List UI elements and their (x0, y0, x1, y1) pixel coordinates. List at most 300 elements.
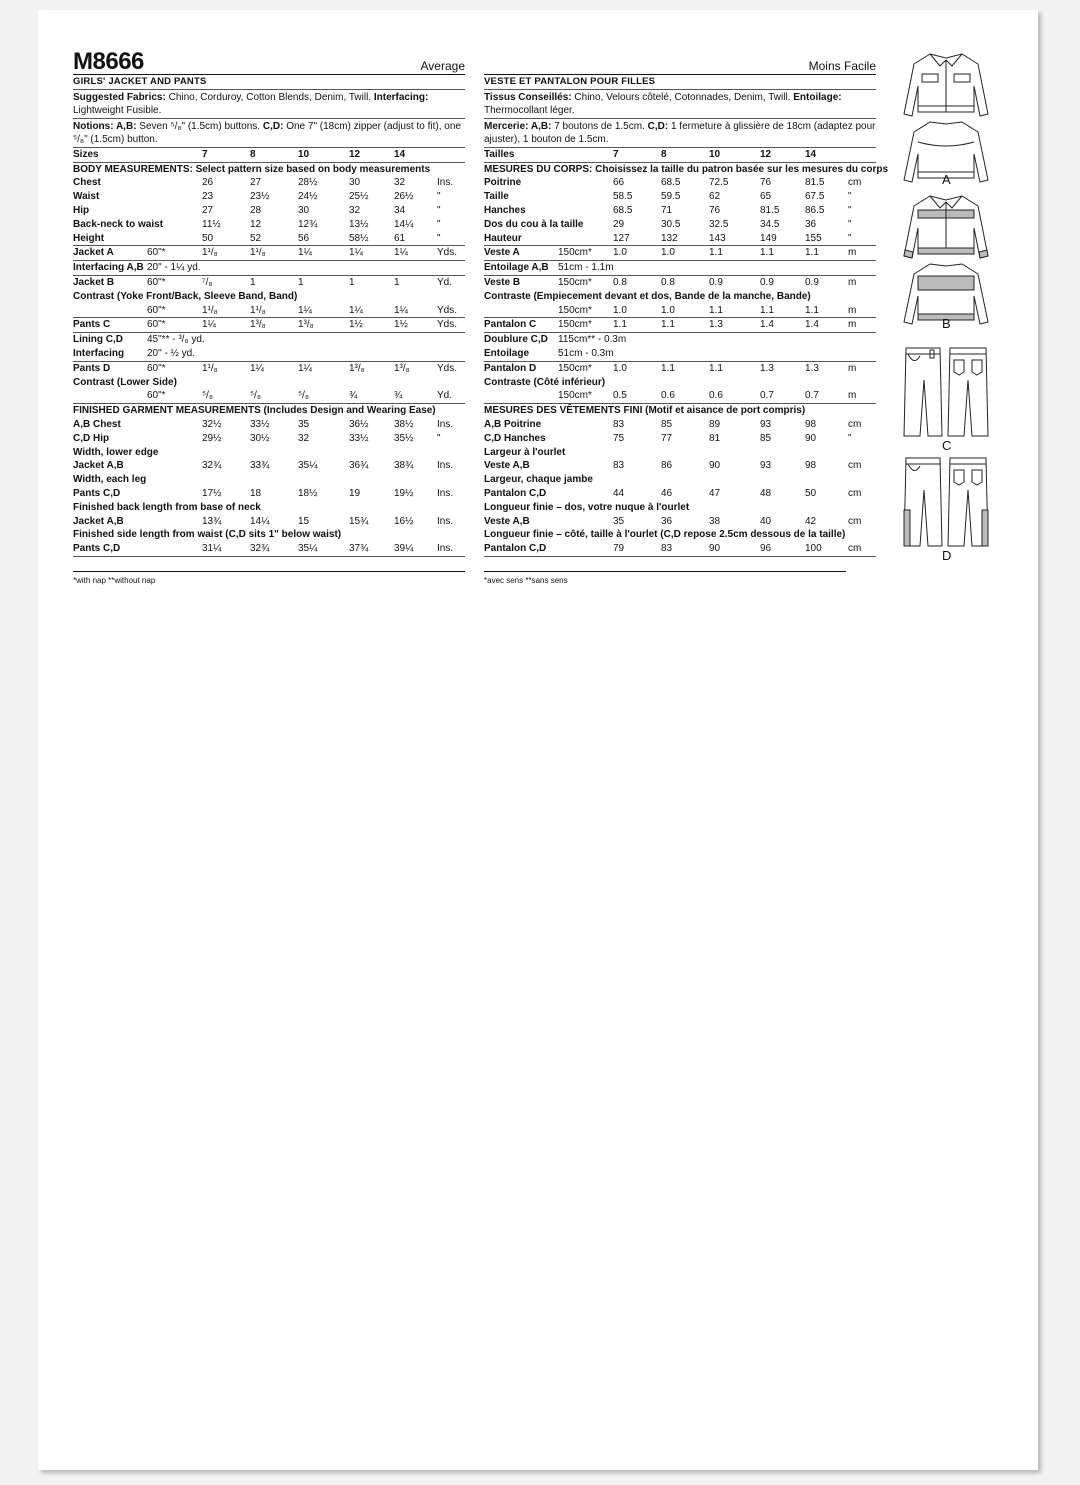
difficulty-level: Average (420, 59, 465, 73)
finished-measurement-value: 46 (661, 487, 673, 499)
body-measurement-value: 27 (250, 177, 262, 189)
yardage-fabric-width: 150cm* (558, 390, 592, 402)
finished-measurement-value: 32¾ (202, 460, 222, 472)
notions-text-cd: One 7" (18cm) zipper (adjust to fit), one ⁵/₈" (1.5cm) button. (73, 120, 461, 145)
body-measurement-value: 32 (349, 204, 361, 216)
yardage-fabric-width: 60"* (147, 319, 166, 331)
footnote-fr: *avec sens **sans sens (484, 571, 846, 587)
body-measurement-value: 11½ (202, 218, 221, 230)
yardage-row (484, 376, 876, 390)
finished-measurement-unit: Ins. (437, 460, 454, 472)
body-measurement-label: Hip (73, 204, 90, 216)
finished-measurement-value: 35½ (394, 432, 414, 444)
body-measurement-value: 68.5 (661, 177, 681, 189)
view-sketches (900, 50, 992, 570)
finished-measurement-value: 48 (760, 487, 772, 499)
french-column (484, 46, 889, 587)
finished-measurement-value: 19 (349, 487, 361, 499)
garment-line-drawings (900, 50, 992, 570)
yardage-value: 0.6 (709, 390, 723, 402)
finished-measurement-value: 85 (661, 418, 673, 430)
body-measurement-value: 62 (709, 191, 721, 203)
body-measurement-value: 23½ (250, 191, 270, 203)
body-measurement-value: 132 (661, 232, 678, 244)
finished-heading (73, 404, 465, 418)
yardage-label: Contraste (Côté inférieur) (484, 376, 606, 388)
finished-measurement-value: 14¼ (250, 515, 270, 527)
body-measurement-label: Waist (73, 191, 100, 203)
interfacing-label: Interfacing: (373, 91, 429, 103)
sizes-label: Sizes (73, 148, 99, 160)
yardage-value: 1 (250, 276, 256, 288)
finished-measurement-value: 93 (760, 418, 772, 430)
yardage-row (484, 389, 876, 404)
body-measurement-value: 30 (298, 204, 310, 216)
body-measurements-table-fr (484, 176, 876, 246)
body-measurement-value: 28 (250, 204, 262, 216)
yardage-value: 1.1 (613, 319, 627, 331)
finished-measurement-value: 38 (709, 515, 721, 527)
finished-measurement-value: 38½ (394, 418, 414, 430)
finished-measurement-value: 81 (709, 432, 721, 444)
body-measurement-value: 81.5 (805, 177, 825, 189)
finished-measurement-label: Finished back length from base of neck (73, 501, 261, 513)
yardage-value: 1³/₈ (394, 362, 410, 374)
yardage-value: 1.1 (805, 304, 819, 316)
finished-measurements-table-fr (484, 418, 876, 557)
body-measurement-value: 14¼ (394, 218, 414, 230)
body-measurement-label: Chest (73, 177, 101, 189)
title-row (73, 75, 465, 90)
yardage-value: 1½ (394, 319, 408, 331)
body-measurement-unit: " (437, 232, 441, 244)
body-measurement-label: Back-neck to waist (73, 218, 164, 230)
yardage-label: Veste B (484, 276, 521, 288)
size-7: 7 (202, 148, 208, 160)
finished-measurement-row (484, 432, 876, 446)
yardage-unit: Yds. (437, 304, 458, 316)
pattern-number: M8666 (73, 48, 144, 75)
finished-measurement-unit: " (848, 432, 852, 444)
body-measurement-label: Dos du cou à la taille (484, 218, 584, 230)
body-measurement-row (484, 204, 876, 218)
body-measurement-label: Height (73, 232, 105, 244)
finished-measurement-value: 29½ (202, 432, 222, 444)
pattern-envelope-back (38, 10, 1038, 1470)
yardage-value: 1½ (349, 319, 363, 331)
body-measurement-value: 76 (709, 204, 721, 216)
body-measurement-row (484, 232, 876, 247)
body-measurement-value: 86.5 (805, 204, 825, 216)
yardage-table-fr (484, 246, 876, 404)
finished-measurement-value: 98 (805, 460, 817, 472)
finished-measurement-value: 90 (805, 432, 817, 444)
yardage-value: ⁵/₈ (202, 390, 214, 402)
yardage-label: Lining C,D (73, 334, 123, 346)
body-measurement-row (484, 190, 876, 204)
yardage-value: 1.0 (613, 362, 627, 374)
body-measurement-unit: " (437, 204, 441, 216)
fabrics (73, 90, 465, 119)
finished-measurement-value: 98 (805, 418, 817, 430)
body-measurement-unit: " (848, 204, 852, 216)
body-measurement-row (484, 218, 876, 232)
fabrics-label: Suggested Fabrics: (73, 91, 166, 103)
body-measurement-value: 30.5 (661, 218, 681, 230)
finished-measurement-row (73, 459, 465, 473)
yardage-value: 1¼ (250, 362, 264, 374)
finished-measurement-value: 89 (709, 418, 721, 430)
finished-measurement-value: 19½ (394, 487, 414, 499)
yardage-value: 1¼ (349, 247, 363, 259)
finished-measurement-value: 36¾ (349, 460, 369, 472)
finished-measurement-value: 47 (709, 487, 721, 499)
body-measurement-value: 12 (250, 218, 262, 230)
finished-measurement-row (484, 542, 876, 557)
yardage-value: 1 (349, 276, 355, 288)
size-8-fr: 8 (661, 148, 667, 160)
finished-measurement-label: Jacket A,B (73, 460, 124, 472)
yardage-value: ⁷/₈ (202, 276, 213, 288)
body-measurement-value: 52 (250, 232, 262, 244)
yardage-value: 1¼ (298, 362, 312, 374)
body-measurement-value: 71 (661, 204, 673, 216)
body-measurement-label: Taille (484, 191, 509, 203)
yardage-value: 1³/₈ (250, 319, 266, 331)
finished-measurement-value: 75 (613, 432, 625, 444)
yardage-value: 0.8 (613, 276, 627, 288)
body-measurement-row (73, 232, 465, 247)
finished-measurement-value: 38¾ (394, 460, 414, 472)
finished-measurement-value: 36½ (349, 418, 369, 430)
body-measurement-value: 13½ (349, 218, 369, 230)
yardage-fabric-width: 20" - ½ yd. (147, 347, 196, 359)
view-label-a: A (942, 172, 951, 187)
finished-measurement-label: Width, each leg (73, 474, 147, 486)
yardage-unit: m (848, 362, 857, 374)
yardage-fabric-width: 150cm* (558, 319, 592, 331)
notions-text-ab: Seven ⁵/₈" (1.5cm) buttons. (136, 120, 263, 132)
yardage-row (484, 333, 876, 347)
yardage-fabric-width: 150cm* (558, 276, 592, 288)
yardage-value: 1.1 (709, 304, 723, 316)
body-measurement-value: 58½ (349, 232, 369, 244)
notions-text-cd-fr: 1 fermeture à glissière de 18cm (adaptez pour ajuster), 1 bouton de 1.5cm. (484, 120, 876, 145)
yardage-value: 0.9 (709, 276, 723, 288)
body-measurement-row (484, 176, 876, 190)
body-measurement-value: 29 (613, 218, 625, 230)
finished-measurement-row (73, 515, 465, 529)
yardage-row (484, 290, 876, 304)
finished-measurement-row (73, 418, 465, 432)
finished-measurement-value: 90 (709, 543, 721, 555)
yardage-row (484, 304, 876, 319)
body-measurement-unit: Ins. (437, 177, 454, 189)
finished-measurement-unit: Ins. (437, 418, 454, 430)
body-measurement-value: 149 (760, 232, 777, 244)
yardage-value: 0.7 (805, 390, 819, 402)
yardage-unit: Yds. (437, 247, 458, 259)
finished-measurement-row (73, 446, 465, 460)
yardage-row (484, 318, 876, 333)
yardage-value: 1¼ (298, 247, 312, 259)
finished-measurement-unit: cm (848, 543, 862, 555)
size-10: 10 (298, 148, 310, 160)
size-14-fr: 14 (805, 148, 817, 160)
finished-measurement-row (73, 528, 465, 542)
yardage-row (73, 362, 465, 376)
finished-measurement-value: 79 (613, 543, 625, 555)
yardage-label: Pants C (73, 319, 111, 331)
yardage-value: 0.9 (805, 276, 819, 288)
yardage-row (484, 246, 876, 261)
yardage-row (73, 347, 465, 362)
yardage-value: 0.6 (661, 390, 675, 402)
finished-measurement-label: Largeur, chaque jambe (484, 474, 593, 486)
jacket-b-front-sketch (904, 196, 988, 258)
yardage-label: Contraste (Empiecement devant et dos, Bande de la manche, Bande) (484, 290, 811, 302)
finished-measurement-label: Largeur à l'ourlet (484, 446, 566, 458)
notions-fr (484, 119, 876, 148)
yardage-label: Veste A (484, 247, 520, 259)
finished-measurement-label: Width, lower edge (73, 446, 159, 458)
yardage-fabric-width: 115cm** - 0.3m (558, 334, 627, 346)
yardage-value: 1.1 (709, 362, 723, 374)
size-12: 12 (349, 148, 361, 160)
yardage-value: 1¹/₈ (202, 304, 218, 316)
yardage-value: 1 (394, 276, 400, 288)
pattern-title-fr: VESTE ET PANTALON POUR FILLES (484, 76, 656, 87)
body-measurement-value: 81.5 (760, 204, 780, 216)
body-measurement-value: 28½ (298, 177, 318, 189)
body-measurement-value: 58.5 (613, 191, 633, 203)
yardage-value: 1¼ (394, 247, 408, 259)
pants-c-front-sketch (904, 348, 942, 436)
body-measurement-label: Hanches (484, 204, 526, 216)
finished-measurement-label: Longueur finie – dos, votre nuque à l'ourlet (484, 501, 690, 513)
finished-measurement-label: Finished side length from waist (C,D sits 1" below waist) (73, 529, 342, 541)
yardage-fabric-width: 60"* (147, 276, 166, 288)
finished-measurement-value: 35 (298, 418, 310, 430)
finished-measurement-value: 77 (661, 432, 673, 444)
notions-cd-label: C,D: (262, 120, 284, 132)
pants-c-back-sketch (948, 348, 988, 436)
yardage-row (484, 261, 876, 276)
body-measurement-value: 32 (394, 177, 406, 189)
yardage-value: 1.4 (760, 319, 774, 331)
body-measurement-value: 56 (298, 232, 310, 244)
yardage-row (484, 347, 876, 362)
view-label-d: D (942, 548, 952, 563)
footnote: *with nap **without nap (73, 571, 465, 587)
yardage-fabric-width: 150cm* (558, 247, 592, 259)
finished-measurement-value: 37¾ (349, 543, 369, 555)
finished-measurement-label: C,D Hip (73, 432, 110, 444)
finished-measurement-label: Jacket A,B (73, 515, 124, 527)
body-measurement-row (73, 218, 465, 232)
finished-measurement-value: 32¾ (250, 543, 270, 555)
finished-measurement-value: 44 (613, 487, 625, 499)
body-measurement-unit: " (848, 191, 852, 203)
finished-measurement-label: Pants C,D (73, 543, 121, 555)
finished-measurement-value: 83 (613, 460, 625, 472)
interfacing-label-fr: Entoilage: (793, 91, 842, 103)
body-measurement-unit: " (437, 218, 441, 230)
yardage-value: 1.1 (760, 304, 774, 316)
finished-measurement-row (484, 528, 876, 542)
finished-measurement-row (484, 473, 876, 487)
yardage-value: 1.0 (661, 247, 675, 259)
yardage-label: Doublure C,D (484, 334, 548, 346)
body-measurement-value: 30 (349, 177, 361, 189)
body-measurement-value: 155 (805, 232, 822, 244)
fabrics-fr (484, 90, 876, 119)
yardage-unit: m (848, 247, 857, 259)
finished-measurement-value: 30½ (250, 432, 270, 444)
finished-measurement-value: 36 (661, 515, 673, 527)
body-measurement-row (73, 176, 465, 190)
body-measurement-value: 68.5 (613, 204, 633, 216)
yardage-unit: Yd. (437, 390, 453, 402)
yardage-fabric-width: 60"* (147, 390, 166, 402)
yardage-value: 1.1 (760, 247, 774, 259)
yardage-fabric-width: 150cm* (558, 362, 592, 374)
finished-measurement-unit: " (437, 432, 441, 444)
yardage-value: 1¹/₈ (250, 247, 266, 259)
finished-measurement-row (484, 459, 876, 473)
yardage-value: 1¼ (349, 304, 363, 316)
yardage-value: 1.1 (661, 319, 675, 331)
finished-measurement-value: 86 (661, 460, 673, 472)
finished-measurement-label: Veste A,B (484, 515, 530, 527)
finished-measurement-unit: Ins. (437, 515, 454, 527)
yardage-fabric-width: 51cm - 1.1m (558, 262, 614, 274)
body-measurements-table (73, 176, 465, 246)
yardage-value: 1.3 (760, 362, 774, 374)
finished-measurement-label: A,B Chest (73, 418, 121, 430)
size-7-fr: 7 (613, 148, 619, 160)
yardage-row (73, 290, 465, 304)
yardage-fabric-width: 60"* (147, 362, 166, 374)
yardage-row (73, 304, 465, 319)
yardage-value: 1³/₈ (298, 319, 314, 331)
finished-measurement-value: 15 (298, 515, 310, 527)
yardage-label: Pants D (73, 362, 111, 374)
body-measurements-heading-fr (484, 163, 889, 177)
view-label-c: C (942, 438, 952, 453)
finished-measurement-value: 32½ (202, 418, 222, 430)
body-heading-text-fr: MESURES DU CORPS: Choisissez la taille du patron basée sur les mesures du corps (484, 163, 889, 175)
interfacing-text: Lightweight Fusible. (73, 104, 162, 116)
body-measurement-value: 36 (805, 218, 817, 230)
sizes-row (73, 148, 465, 163)
finished-measurement-value: 35¼ (298, 460, 318, 472)
finished-measurement-value: 93 (760, 460, 772, 472)
yardage-value: 1¼ (202, 319, 216, 331)
yardage-value: 1.3 (805, 362, 819, 374)
sizes-row-fr (484, 148, 876, 163)
yardage-row (73, 333, 465, 347)
yardage-label: Pantalon C (484, 319, 537, 331)
finished-measurement-row (73, 473, 465, 487)
fabrics-label-fr: Tissus Conseillés: (484, 91, 572, 103)
fabrics-text-fr: Chino, Velours côtelé, Cotonnades, Denim, Twill. (571, 91, 794, 103)
body-measurement-value: 26½ (394, 191, 414, 203)
yardage-value: 0.5 (613, 390, 627, 402)
finished-measurement-value: 33½ (349, 432, 369, 444)
notions-label: Notions: A,B: (73, 120, 137, 132)
body-measurement-value: 27 (202, 204, 214, 216)
body-measurement-label: Poitrine (484, 177, 522, 189)
finished-measurement-value: 83 (613, 418, 625, 430)
yardage-value: 1.1 (709, 247, 723, 259)
pants-d-back-sketch (948, 458, 988, 546)
yardage-fabric-width: 20" - 1¼ yd. (147, 262, 201, 274)
yardage-value: 1.4 (805, 319, 819, 331)
finished-measurement-unit: cm (848, 515, 862, 527)
finished-measurement-value: 83 (661, 543, 673, 555)
yardage-unit: Yds. (437, 362, 458, 374)
finished-measurement-value: 40 (760, 515, 772, 527)
yardage-table (73, 246, 465, 404)
yardage-row (484, 276, 876, 290)
notions (73, 119, 465, 148)
body-measurement-value: 66 (613, 177, 625, 189)
size-10-fr: 10 (709, 148, 721, 160)
yardage-label: Interfacing A,B (73, 262, 144, 274)
body-measurement-value: 72.5 (709, 177, 729, 189)
yardage-value: 1¼ (298, 304, 312, 316)
finished-measurement-value: 39¼ (394, 543, 414, 555)
body-measurements-heading (73, 163, 465, 177)
yardage-label: Jacket B (73, 276, 115, 288)
finished-measurement-value: 35¼ (298, 543, 318, 555)
yardage-value: 0.7 (760, 390, 774, 402)
body-measurement-unit: " (437, 191, 441, 203)
finished-measurement-row (484, 501, 876, 515)
body-measurement-value: 127 (613, 232, 630, 244)
finished-measurement-value: 31¼ (202, 543, 222, 555)
header (73, 46, 465, 75)
yardage-value: ⁵/₈ (250, 390, 262, 402)
finished-measurement-unit: cm (848, 418, 862, 430)
finished-measurement-value: 32 (298, 432, 310, 444)
body-measurement-value: 23 (202, 191, 214, 203)
yardage-value: 1.1 (661, 362, 675, 374)
finished-measurement-label: C,D Hanches (484, 432, 546, 444)
yardage-value: 0.8 (661, 276, 675, 288)
finished-measurement-value: 13¾ (202, 515, 222, 527)
finished-measurement-value: 35 (613, 515, 625, 527)
finished-measurement-value: 50 (805, 487, 817, 499)
fabrics-text: Chino, Corduroy, Cotton Blends, Denim, Twill. (165, 91, 374, 103)
yardage-row (73, 261, 465, 276)
yardage-row (73, 318, 465, 333)
body-measurement-value: 26 (202, 177, 214, 189)
yardage-value: 0.9 (760, 276, 774, 288)
finished-measurement-row (73, 501, 465, 515)
finished-measurement-unit: cm (848, 487, 862, 499)
finished-measurement-row (73, 432, 465, 446)
finished-measurement-unit: Ins. (437, 487, 454, 499)
yardage-value: 1.3 (709, 319, 723, 331)
yardage-unit: Yd. (437, 276, 453, 288)
notions-cd-label-fr: C,D: (647, 120, 669, 132)
finished-measurement-value: 85 (760, 432, 772, 444)
yardage-fabric-width: 60"* (147, 304, 166, 316)
body-measurement-unit: " (848, 218, 852, 230)
yardage-value: 1³/₈ (349, 362, 365, 374)
